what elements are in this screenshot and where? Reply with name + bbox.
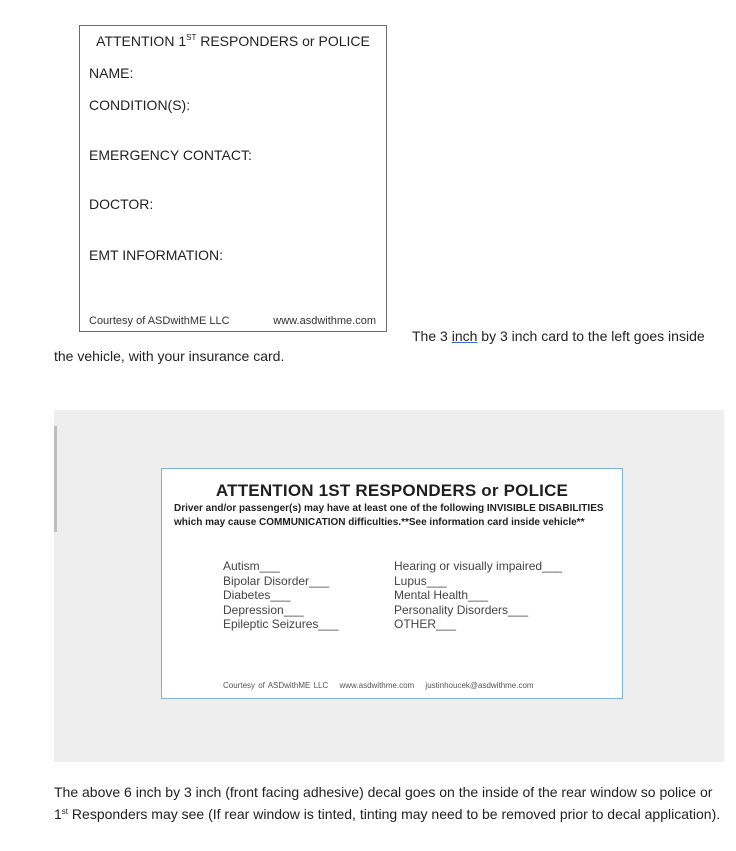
card-title [80,33,386,49]
decal-footer [223,681,542,690]
image-edge-mark [54,426,57,532]
card-title-text: ATTENTION 1 [96,33,187,49]
list-item: Bipolar Disorder___ [223,573,330,588]
bottom-text-post: Responders may see (If rear window is tinted, tinting may need to be removed prior to decal application). [68,806,721,822]
card-title-superscript: ST [186,33,197,42]
side-text-underlined: inch [451,328,478,344]
card-footer-url: www.asdwithme.com [273,315,376,327]
condition-list-right [394,559,562,632]
paragraph-continuation: the vehicle, with your insurance card. [54,348,285,364]
card-title-text-rest: RESPONDERS or POLICE [196,33,370,49]
condition-list-left [223,559,338,632]
side-paragraph [412,328,705,344]
bottom-text-pre: The above 6 inch by 3 inch (front facing adhesive) decal goes on the inside of the rear window so police or 1 [54,784,713,822]
list-item: OTHER___ [394,617,457,631]
field-conditions: CONDITION(S): [89,97,191,113]
decal-footer-courtesy: Courtesy of ASDwithME LLC [223,681,329,690]
decal-title: ATTENTION 1ST RESPONDERS or POLICE [215,481,569,500]
card-footer-courtesy: Courtesy of ASDwithME LLC [89,315,230,327]
decal-description: Driver and/or passenger(s) may have at least one of the following INVISIBLE DISABILITIES which may cause COMMUNICATION difficulties.**See information card inside vehicle** [174,503,604,528]
field-doctor: DOCTOR: [89,196,154,212]
bottom-paragraph [54,782,724,824]
field-name: NAME: [89,65,134,81]
list-item: Hearing or visually impaired___ [394,559,563,573]
decal-footer-email: justinhoucek@asdwithme.com [425,681,534,690]
info-card-small [79,25,387,332]
side-text-post: by 3 inch card to the left goes inside [477,328,705,344]
bottom-text-superscript: st [61,807,69,816]
field-emt-information: EMT INFORMATION: [89,247,224,263]
list-item: Lupus___ [394,573,447,588]
decal-image-area [54,410,724,762]
list-item: Depression___ [223,602,304,617]
list-item: Diabetes___ [223,588,291,602]
list-item: Autism___ [223,559,280,573]
card-footer [89,315,376,327]
decal-card [161,468,623,699]
list-item: Mental Health___ [394,588,489,602]
list-item: Personality Disorders___ [394,602,529,617]
side-text-pre: The 3 [412,328,452,344]
list-item: Epileptic Seizures___ [223,617,339,631]
decal-footer-url: www.asdwithme.com [339,681,415,690]
field-emergency-contact: EMERGENCY CONTACT: [89,147,252,163]
